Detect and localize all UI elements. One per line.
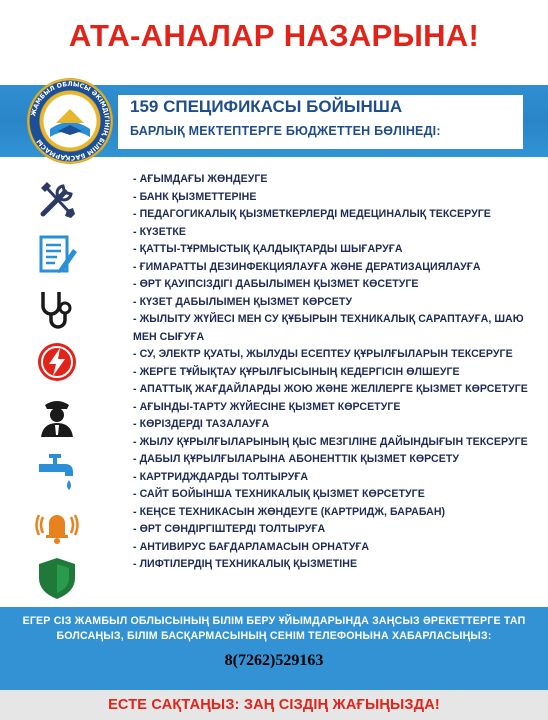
header-subtitle: БАРЛЫҚ МЕКТЕПТЕРГЕ БЮДЖЕТТЕН БӨЛІНЕДІ: xyxy=(130,124,441,138)
alarm-bell-icon xyxy=(32,500,82,550)
list-item: - АПАТТЫҚ ЖАҒДАЙЛАРДЫ ЖОЮ ЖӘНЕ ЖЕЛІЛЕРГЕ ҚЫЗМЕТ КӨРСЕТУГЕ xyxy=(133,383,528,395)
tools-icon xyxy=(32,175,82,225)
shield-icon xyxy=(32,553,82,603)
list-item: - ЛИФТІЛЕРДІҢ ТЕХНИКАЛЫҚ ҚЫЗМЕТІНЕ xyxy=(133,558,358,570)
electricity-icon xyxy=(32,337,82,387)
header-title: 159 СПЕЦИФИКАСЫ БОЙЫНША xyxy=(130,97,403,116)
stethoscope-icon xyxy=(32,285,82,335)
list-item: - КҮЗЕТКЕ xyxy=(133,225,186,238)
svg-text:ЖАМБЫЛ ОБЛЫСЫ ӘКІМДІГІНІҢ БІЛІ: ЖАМБЫЛ ОБЛЫСЫ ӘКІМДІГІНІҢ БІЛІМ БАСҚАРМАСЫ xyxy=(30,80,111,162)
list-item: - ҒИМАРАТТЫ ДЕЗИНФЕКЦИЯЛАУҒА ЖӘНЕ ДЕРАТИЗАЦИЯЛАУҒА xyxy=(133,260,481,273)
list-item: - БАНК ҚЫЗМЕТТЕРІНЕ xyxy=(133,190,257,203)
list-item: - ДАБЫЛ ҚҰРЫЛҒЫЛАРЫНА АБОНЕНТТІК ҚЫЗМЕТ КӨРСЕТУ xyxy=(133,453,459,465)
notice-text-line1: ЕГЕР СІЗ ЖАМБЫЛ ОБЛЫСЫНЫҢ БІЛІМ БЕРУ ҰЙЫМДАРЫНДА ЗАҢСЫЗ ӘРЕКЕТТЕРГЕ ТАП xyxy=(22,615,526,627)
list-item: - СУ, ЭЛЕКТР ҚУАТЫ, ЖЫЛУДЫ ЕСЕПТЕУ ҚҰРЫЛҒЫЛАРЫН ТЕКСЕРУГЕ xyxy=(133,348,513,360)
footer-slogan: ЕСТЕ САҚТАҢЫЗ: ЗАҢ СІЗДІҢ ЖАҒЫҢЫЗДА! xyxy=(0,690,548,720)
notice-text-line2: БОЛСАҢЫЗ, БІЛІМ БАСҚАРМАСЫНЫҢ СЕНІМ ТЕЛЕФОНЫНА ХАБАРЛАСЫҢЫЗ: xyxy=(56,630,492,642)
list-item: - КАРТРИДЖДАРДЫ ТОЛТЫРУҒА xyxy=(133,470,309,483)
list-item: - САЙТ БОЙЫНША ТЕХНИКАЛЫҚ ҚЫЗМЕТ КӨРСЕТУГЕ xyxy=(133,488,425,500)
funding-items-list xyxy=(133,171,533,574)
list-item: - КҮЗЕТ ДАБЫЛЫМЕН ҚЫЗМЕТ КӨРСЕТУ xyxy=(133,295,353,308)
list-item: - АҒЫМДАҒЫ ЖӨНДЕУГЕ xyxy=(133,173,268,185)
list-item: - ЖЫЛУ ҚҰРЫЛҒЫЛАРЫНЫҢ ҚЫС МЕЗГІЛІНЕ ДАЙЫНДЫҒЫН ТЕКСЕРУГЕ xyxy=(133,435,528,448)
hotline-phone-number: 8(7262)529163 xyxy=(224,652,324,669)
list-item: - АҒЫНДЫ-ТАРТУ ЖҮЙЕСІНЕ ҚЫЗМЕТ КӨРСЕТУГЕ xyxy=(133,400,401,413)
security-guard-icon xyxy=(32,392,82,442)
education-emblem-logo xyxy=(28,79,112,163)
list-item: - КЕҢСЕ ТЕХНИКАСЫН ЖӨНДЕУГЕ (КАРТРИДЖ, БАРАБАН) xyxy=(133,505,446,518)
list-item: - ПЕДАГОГИКАЛЫҚ ҚЫЗМЕТКЕРЛЕРДІ МЕДЕЦИНАЛЫҚ ТЕКСЕРУГЕ xyxy=(133,208,491,220)
page-title: АТА-АНАЛАР НАЗАРЫНА! xyxy=(0,0,548,72)
list-item: - ӨРТ СӨНДІРГІШТЕРДІ ТОЛТЫРУҒА xyxy=(133,523,326,535)
water-tap-icon xyxy=(32,447,82,497)
list-item: - ЖЫЛЫТУ ЖҮЙЕСІ МЕН СУ ҚҰБЫРЫН ТЕХНИКАЛЫҚ САРАПТАУҒА, ШАЮ МЕН СЫҒУҒА xyxy=(133,313,524,343)
list-item: - ЖЕРГЕ ТҰЙЫҚТАУ ҚҰРЫЛҒЫСЫНЫҢ КЕДЕРГІСІН ӨЛШЕУГЕ xyxy=(133,365,460,378)
list-item: - АНТИВИРУС БАҒДАРЛАМАСЫН ОРНАТУҒА xyxy=(133,540,370,553)
list-item: - КӨРІЗДЕРДІ ТАЗАЛАУҒА xyxy=(133,418,270,430)
document-pen-icon xyxy=(32,230,82,280)
list-item: - ӨРТ ҚАУІПСІЗДІГІ ДАБЫЛЫМЕН ҚЫЗМЕТ КӨСЕТУГЕ xyxy=(133,278,419,290)
list-item: - ҚАТТЫ-ТҰРМЫСТЫҚ ҚАЛДЫҚТАРДЫ ШЫҒАРУҒА xyxy=(133,243,403,255)
